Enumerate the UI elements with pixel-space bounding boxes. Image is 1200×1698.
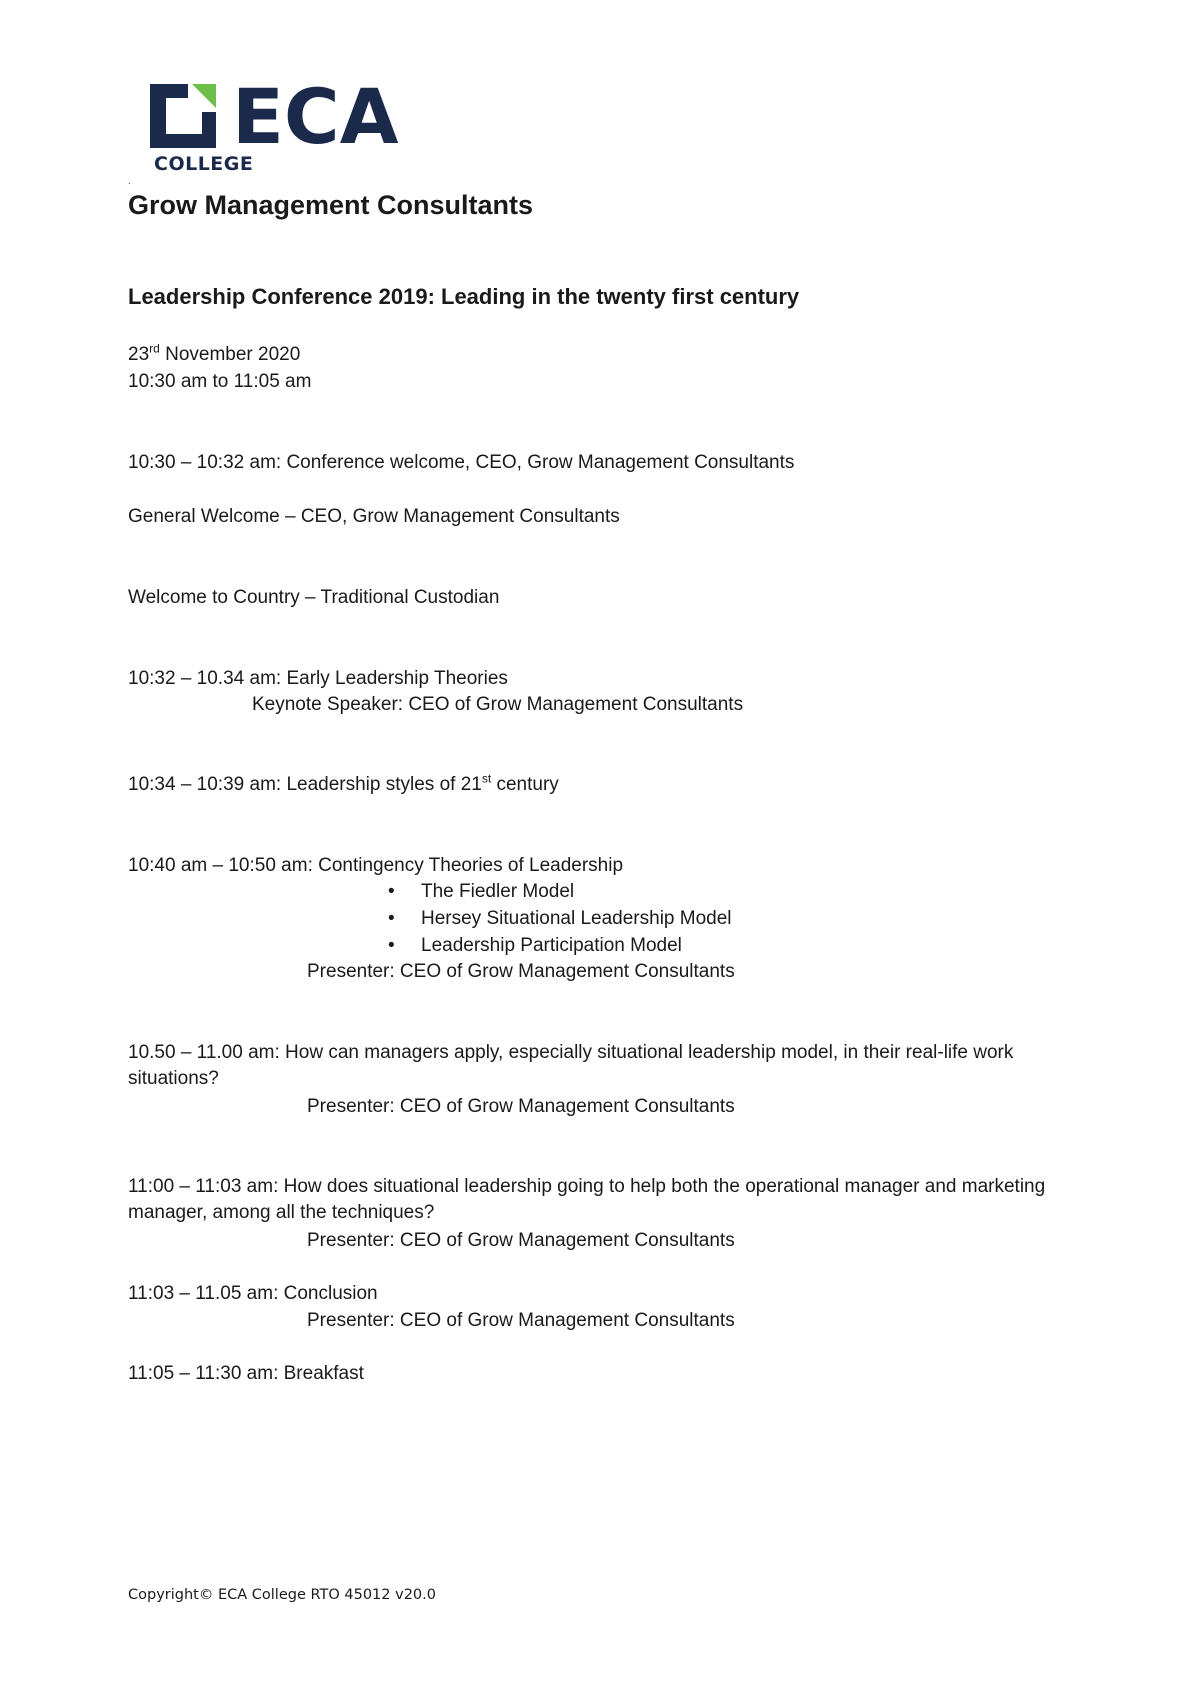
copyright-footer: Copyright© ECA College RTO 45012 v20.0 xyxy=(128,1587,436,1603)
list-item-label: The Fiedler Model xyxy=(421,881,575,902)
date-day: 23 xyxy=(128,344,150,365)
date-rest: November 2020 xyxy=(159,344,301,365)
styles-suffix: century xyxy=(491,774,559,795)
list-item-label: Leadership Participation Model xyxy=(421,935,682,956)
agenda-presenter: Presenter: CEO of Grow Management Consultants xyxy=(307,1230,735,1251)
eca-logo-mark xyxy=(150,80,410,150)
styles-prefix: 10:34 – 10:39 am: Leadership styles of 21 xyxy=(128,774,482,795)
agenda-keynote: Keynote Speaker: CEO of Grow Management Consultants xyxy=(252,694,744,715)
agenda-situational: 11:00 – 11:03 am: How does situational leadership going to help both the operational manager and marketing manager, among all the techniques? xyxy=(128,1176,1046,1223)
styles-sup: st xyxy=(481,771,492,786)
conference-date xyxy=(128,342,300,368)
date-suffix: rd xyxy=(149,341,160,356)
list-item xyxy=(388,879,575,905)
logo-brand-text: ECA xyxy=(232,80,399,150)
agenda-presenter: Presenter: CEO of Grow Management Consultants xyxy=(307,1096,735,1117)
agenda-styles xyxy=(128,772,559,798)
stray-mark: . xyxy=(128,176,131,187)
list-item-label: Hersey Situational Leadership Model xyxy=(421,908,732,929)
eca-college-logo xyxy=(150,80,410,180)
agenda-breakfast: 11:05 – 11:30 am: Breakfast xyxy=(128,1363,364,1384)
agenda-presenter: Presenter: CEO of Grow Management Consultants xyxy=(307,1310,735,1331)
conference-time: 10:30 am to 11:05 am xyxy=(128,371,312,392)
agenda-apply: 10.50 – 11.00 am: How can managers apply, especially situational leadership model, in their real-life work situations? xyxy=(128,1042,1014,1089)
agenda-welcome-country: Welcome to Country – Traditional Custodian xyxy=(128,587,500,608)
bullet-icon: • xyxy=(388,908,395,929)
agenda-early-theories: 10:32 – 10.34 am: Early Leadership Theories xyxy=(128,668,508,689)
agenda-general-welcome: General Welcome – CEO, Grow Management Consultants xyxy=(128,506,620,527)
bullet-icon: • xyxy=(388,881,395,902)
company-heading: Grow Management Consultants xyxy=(128,190,534,220)
logo-subtitle: COLLEGE xyxy=(154,153,254,175)
agenda-contingency: 10:40 am – 10:50 am: Contingency Theories of Leadership xyxy=(128,855,624,876)
list-item xyxy=(388,906,732,932)
conference-title: Leadership Conference 2019: Leading in the twenty first century xyxy=(128,284,800,309)
agenda-conclusion: 11:03 – 11.05 am: Conclusion xyxy=(128,1283,378,1304)
bullet-icon: • xyxy=(388,935,395,956)
agenda-welcome: 10:30 – 10:32 am: Conference welcome, CEO, Grow Management Consultants xyxy=(128,452,795,473)
agenda-presenter: Presenter: CEO of Grow Management Consultants xyxy=(307,961,735,982)
list-item xyxy=(388,933,682,959)
